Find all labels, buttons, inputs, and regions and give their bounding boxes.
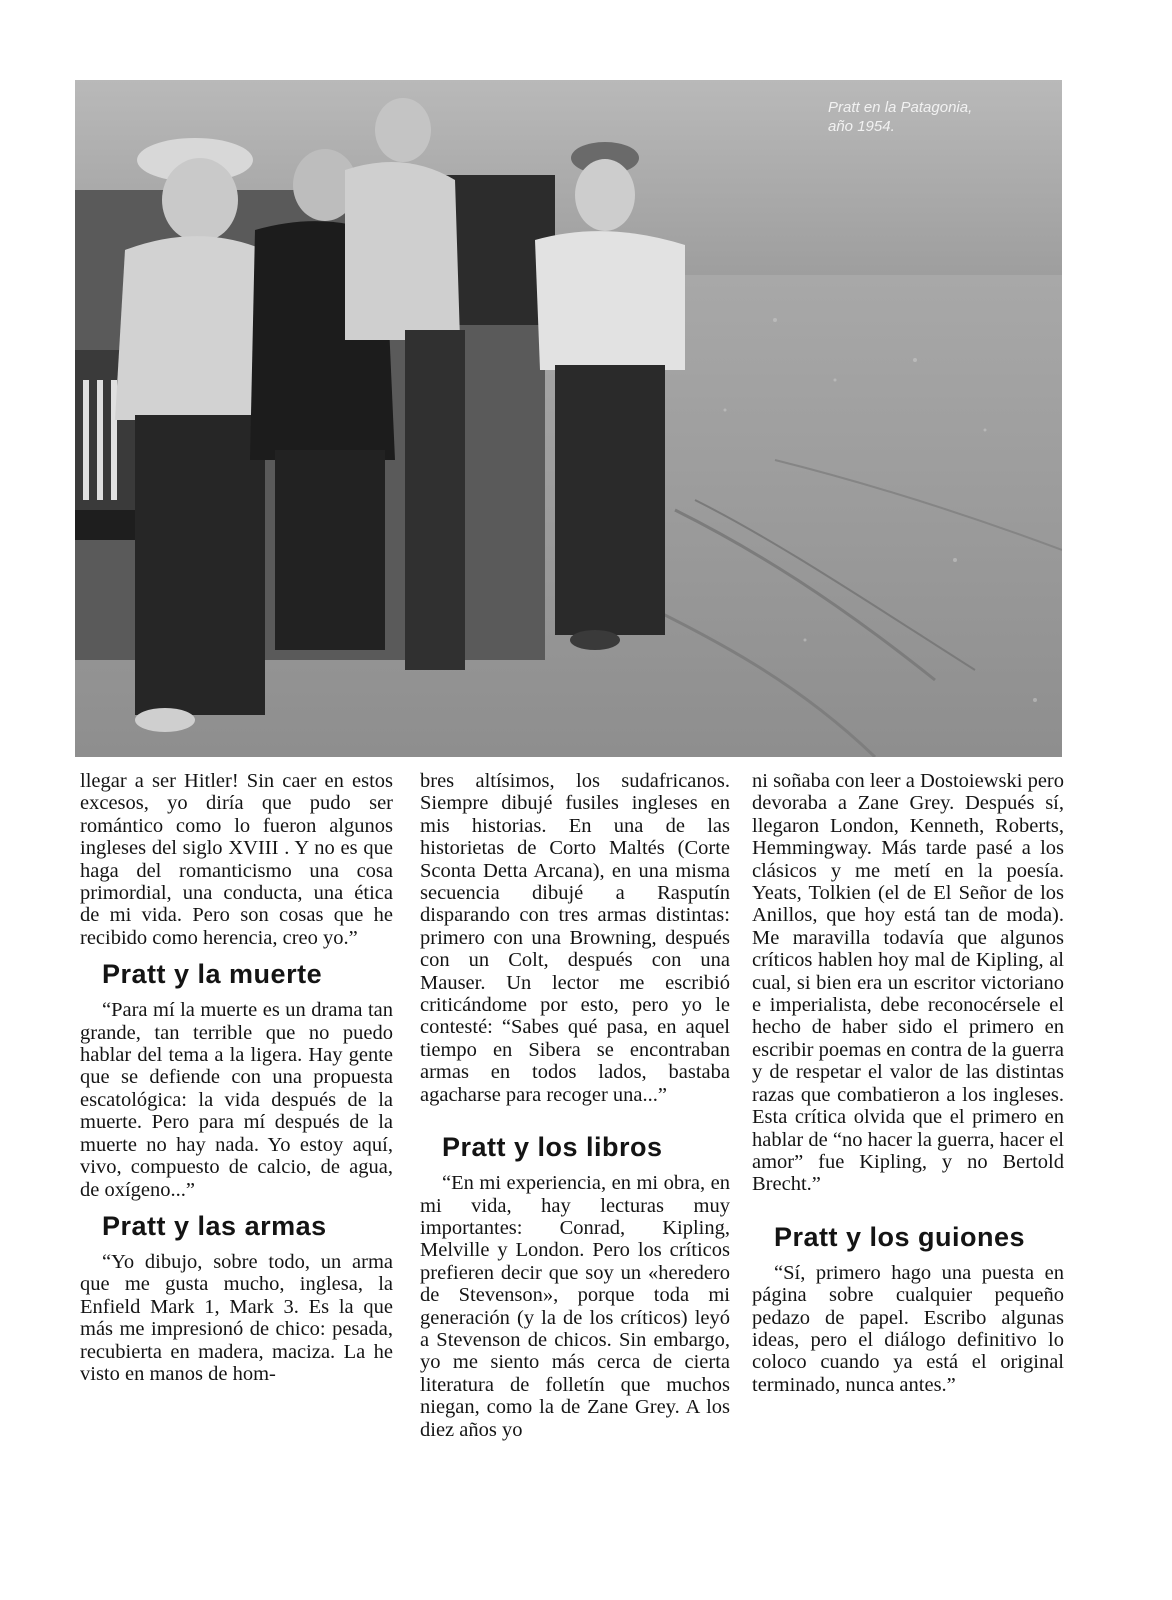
heading-pratt-y-la-muerte: Pratt y la muerte [102, 959, 323, 990]
heading-pratt-y-las-armas: Pratt y las armas [102, 1210, 327, 1241]
caption-line-1: Pratt en la Patagonia, [828, 99, 973, 116]
photo-patagonia [75, 80, 1062, 757]
photo-caption [828, 98, 1028, 136]
paragraph-libros: “En mi experiencia, en mi obra, en mi vida, hay lecturas muy importantes: Conrad, Kipling, Melville y London. Pero los críticos prefieren decir que soy un «heredero de Stevenson», porque toda mi generación (y la de los críticos) leyó a Stevenson de chicos. Sin embargo, yo me siento más cerca de cierta literatura de folletín que muchos niegan, como la de Zane Grey. A los diez años yo [420, 1172, 730, 1441]
heading-pratt-y-los-guiones: Pratt y los guiones [774, 1221, 1026, 1252]
paragraph-armas: “Yo dibujo, sobre todo, un arma que me gusta mucho, inglesa, la Enfield Mark 1, Mark 3. Es la que más me impresionó de chico: pesada, recubierta en madera, maciza. La he visto en manos de hom- [80, 1250, 393, 1385]
photo-image [75, 80, 1062, 757]
article-column-1 [80, 770, 393, 1385]
article-column-2 [420, 770, 730, 1441]
paragraph-dostoiewski: ni soñaba con leer a Dostoiewski pero devoraba a Zane Grey. Después sí, llegaron London, Kenneth, Roberts, Hemmingway. Más tarde pasé a los clásicos y me metí en la poesía. Yeats, Tolkien (el de El Señor de los Anillos, que hoy está tan de moda). Me maravilla todavía que algunos críticos hablen hoy mal de Kipling, al cual, si bien era un escritor victoriano e imperialista, debe reconocérsele el hecho de haber sido el primero en escribir poemas en contra de la guerra y de respetar el valor de las distintas razas que combatieron a los ingleses. Esta crítica olvida que el primero en hablar de “no hacer la guerra, hacer el amor” fue Kipling, y no Bertold Brecht.” [752, 770, 1064, 1196]
caption-line-2: año 1954. [828, 118, 895, 135]
paragraph-sudafricanos: bres altísimos, los sudafricanos. Siempre dibujé fusiles ingleses en mis historias. En una de las historietas de Corto Maltés (Corte Sconta Detta Arcana), en una misma secuencia dibujé a Rasputín disparando con tres armas distintas: primero con una Browning, después con un Colt, después con una Mauser. Un lector me escribió criticándome por esto, pero yo le contesté: “Sabes qué pasa, en aquel tiempo en Sibera se encontraban armas en todos lados, bastaba agacharse para recoger una...” [420, 770, 730, 1106]
heading-pratt-y-los-libros: Pratt y los libros [442, 1132, 663, 1163]
paragraph-muerte: “Para mí la muerte es un drama tan grande, tan terrible que no puedo hablar del tema a la ligera. Hay gente que se defiende con una propuesta escatológica: la vida después de la muerte. Pero para mí después de la muerte no hay nada. Yo estoy aquí, vivo, compuesto de calcio, de agua, de oxígeno...” [80, 999, 393, 1201]
article-column-3 [752, 770, 1064, 1396]
paragraph-hitler: llegar a ser Hitler! Sin caer en estos excesos, yo diría que pudo ser romántico como lo fueron algunos ingleses del siglo XVIII . Y no es que haga del romanticismo una cosa primordial, una conducta, una ética de mi vida. Pero son cosas que he recibido como herencia, creo yo.” [80, 770, 393, 949]
paragraph-guiones: “Sí, primero hago una puesta en página sobre cualquier pequeño pedazo de papel. Escribo algunas ideas, pero el diálogo definitivo lo coloco cuando ya está el original terminado, nunca antes.” [752, 1261, 1064, 1396]
